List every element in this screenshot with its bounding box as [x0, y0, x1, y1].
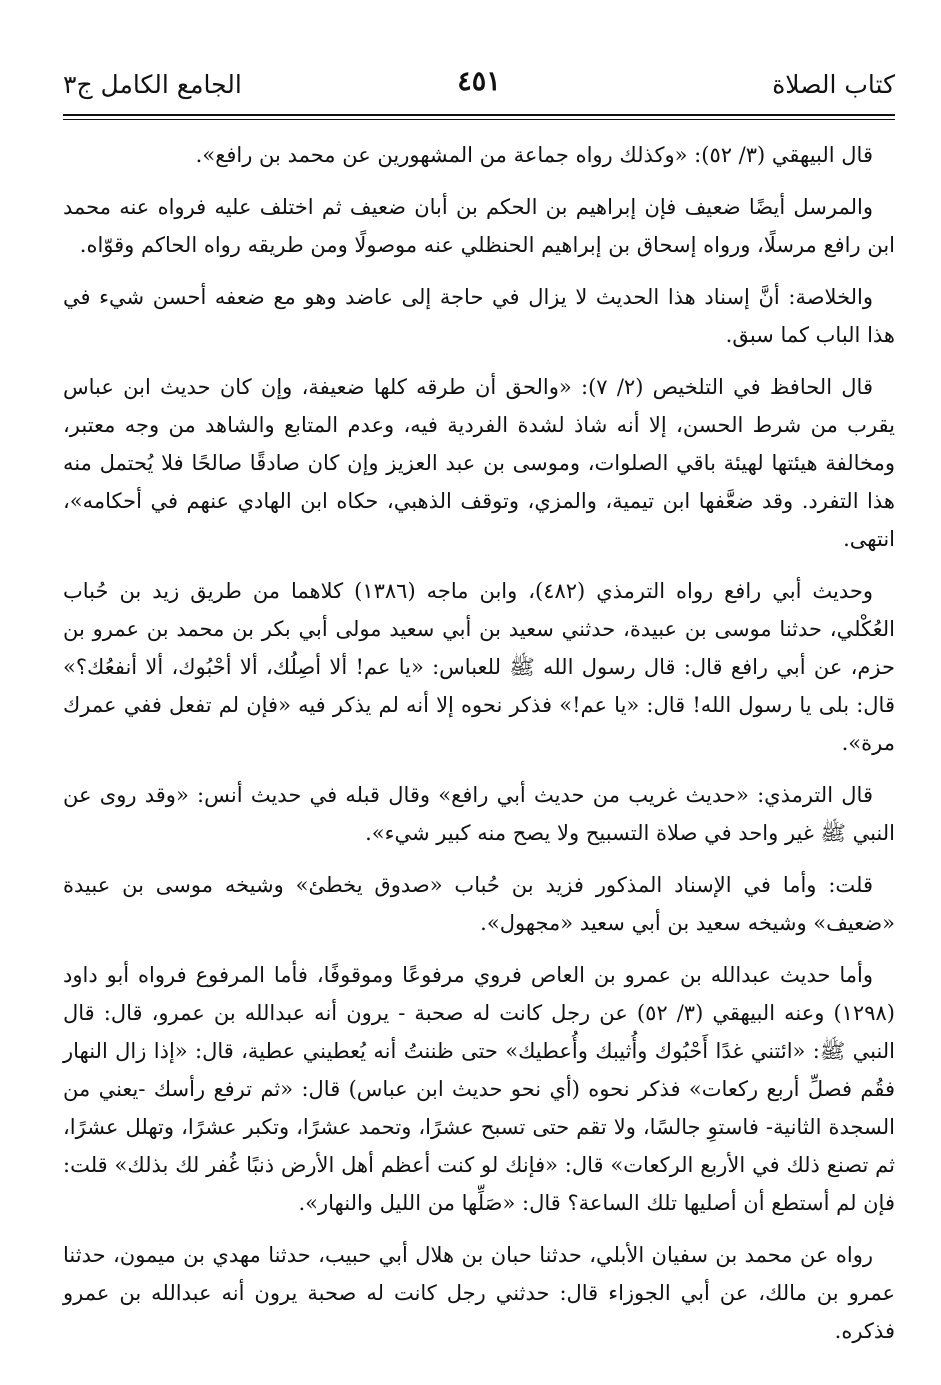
paragraph: والخلاصة: أنَّ إسناد هذا الحديث لا يزال في حاجة إلى عاضد وهو مع ضعفه أحسن شيء في هذا الباب كما سبق.	[63, 285, 895, 347]
page-body	[63, 136, 895, 1364]
header-rule-thick	[63, 114, 895, 116]
paragraph: قال الترمذي: «حديث غريب من حديث أبي رافع» وقال قبله في حديث أنس: «وقد روى عن النبي ﷺ غير واحد في صلاة التسبيح ولا يصح منه كبير شيء».	[63, 783, 895, 845]
paragraph: وحديث أبي رافع رواه الترمذي (٤٨٢)، وابن ماجه (١٣٨٦) كلاهما من طريق زيد بن حُباب العُكْلي، حدثنا موسى بن عبيدة، حدثني سعيد بن أبي سعيد مولى أبي بكر بن محمد بن عمرو بن حزم، عن أبي رافع قال: قال رسول الله ﷺ للعباس: «يا عم! ألا أصِلُك، ألا أحْبُوك، ألا أنفعُك؟» قال: بلى يا رسول الله! قال: «يا عم!» فذكر نحوه إلا أنه لم يذكر فيه «فإن لم تفعل ففي عمرك مرة».	[63, 579, 895, 755]
page-header	[63, 62, 895, 112]
page-number: ٤٥١	[457, 66, 501, 97]
paragraph: رواه عن محمد بن سفيان الأبلي، حدثنا حبان بن هلال أبي حبيب، حدثنا مهدي بن ميمون، حدثنا عمرو بن مالك، عن أبي الجوزاء قال: حدثني رجل كانت له صحبة يرون أنه عبدالله بن عمرو فذكره.	[63, 1243, 895, 1343]
paragraph: وأما حديث عبدالله بن عمرو بن العاص فروي مرفوعًا وموقوفًا، فأما المرفوع فرواه أبو داود (١٢٩٨) وعنه البيهقي (٣/ ٥٢) عن رجل كانت له صحبة - يرون أنه عبدالله بن عمرو، قال: قال النبي ﷺ: «ائتني غدًا أَحْبُوك وأُثيبك وأُعطيك» حتى ظننتُ أنه يُعطيني عطية، قال: «إذا زال النهار فقُم فصلِّ أربع ركعات» فذكر نحوه (أي نحو حديث ابن عباس) قال: «ثم ترفع رأسك -يعني من السجدة الثانية- فاستوِ جالسًا، ولا تقم حتى تسبح عشرًا، وتحمد عشرًا، وتكبر عشرًا، وتهلل عشرًا، ثم تصنع ذلك في الأربع الركعات» قال: «فإنك لو كنت أعظم أهل الأرض ذنبًا غُفر لك بذلك» قلت: فإن لم أستطع أن أصليها تلك الساعة؟ قال: «صَلِّها من الليل والنهار».	[63, 963, 895, 1215]
paragraph: قلت: وأما في الإسناد المذكور فزيد بن حُباب «صدوق يخطئ» وشيخه موسى بن عبيدة «ضعيف» وشيخه سعيد بن أبي سعيد «مجهول».	[63, 873, 895, 935]
paragraph: والمرسل أيضًا ضعيف فإن إبراهيم بن الحكم بن أبان ضعيف ثم اختلف عليه فرواه عنه محمد ابن رافع مرسلًا، ورواه إسحاق بن إبراهيم الحنظلي عنه موصولًا ومن طريقه رواه الحاكم وقوّاه.	[63, 195, 895, 257]
book-title: الجامع الكامل ج٣	[63, 70, 242, 99]
header-rule-thin	[63, 119, 895, 120]
paragraph: قال الحافظ في التلخيص (٢/ ٧): «والحق أن طرقه كلها ضعيفة، وإن كان حديث ابن عباس يقرب من شرط الحسن، إلا أنه شاذ لشدة الفردية فيه، وعدم المتابع والشاهد من وجه معتبر، ومخالفة هيئتها لهيئة باقي الصلوات، وموسى بن عبد العزيز وإن كان صادقًا صالحًا فلا يُحتمل منه هذا التفرد. وقد ضعَّفها ابن تيمية، والمزي، وتوقف الذهبي، حكاه ابن الهادي عنهم في أحكامه»، انتهى.	[63, 375, 895, 551]
book-section-title: كتاب الصلاة	[772, 70, 895, 99]
paragraph: قال البيهقي (٣/ ٥٢): «وكذلك رواه جماعة من المشهورين عن محمد بن رافع».	[195, 143, 873, 167]
